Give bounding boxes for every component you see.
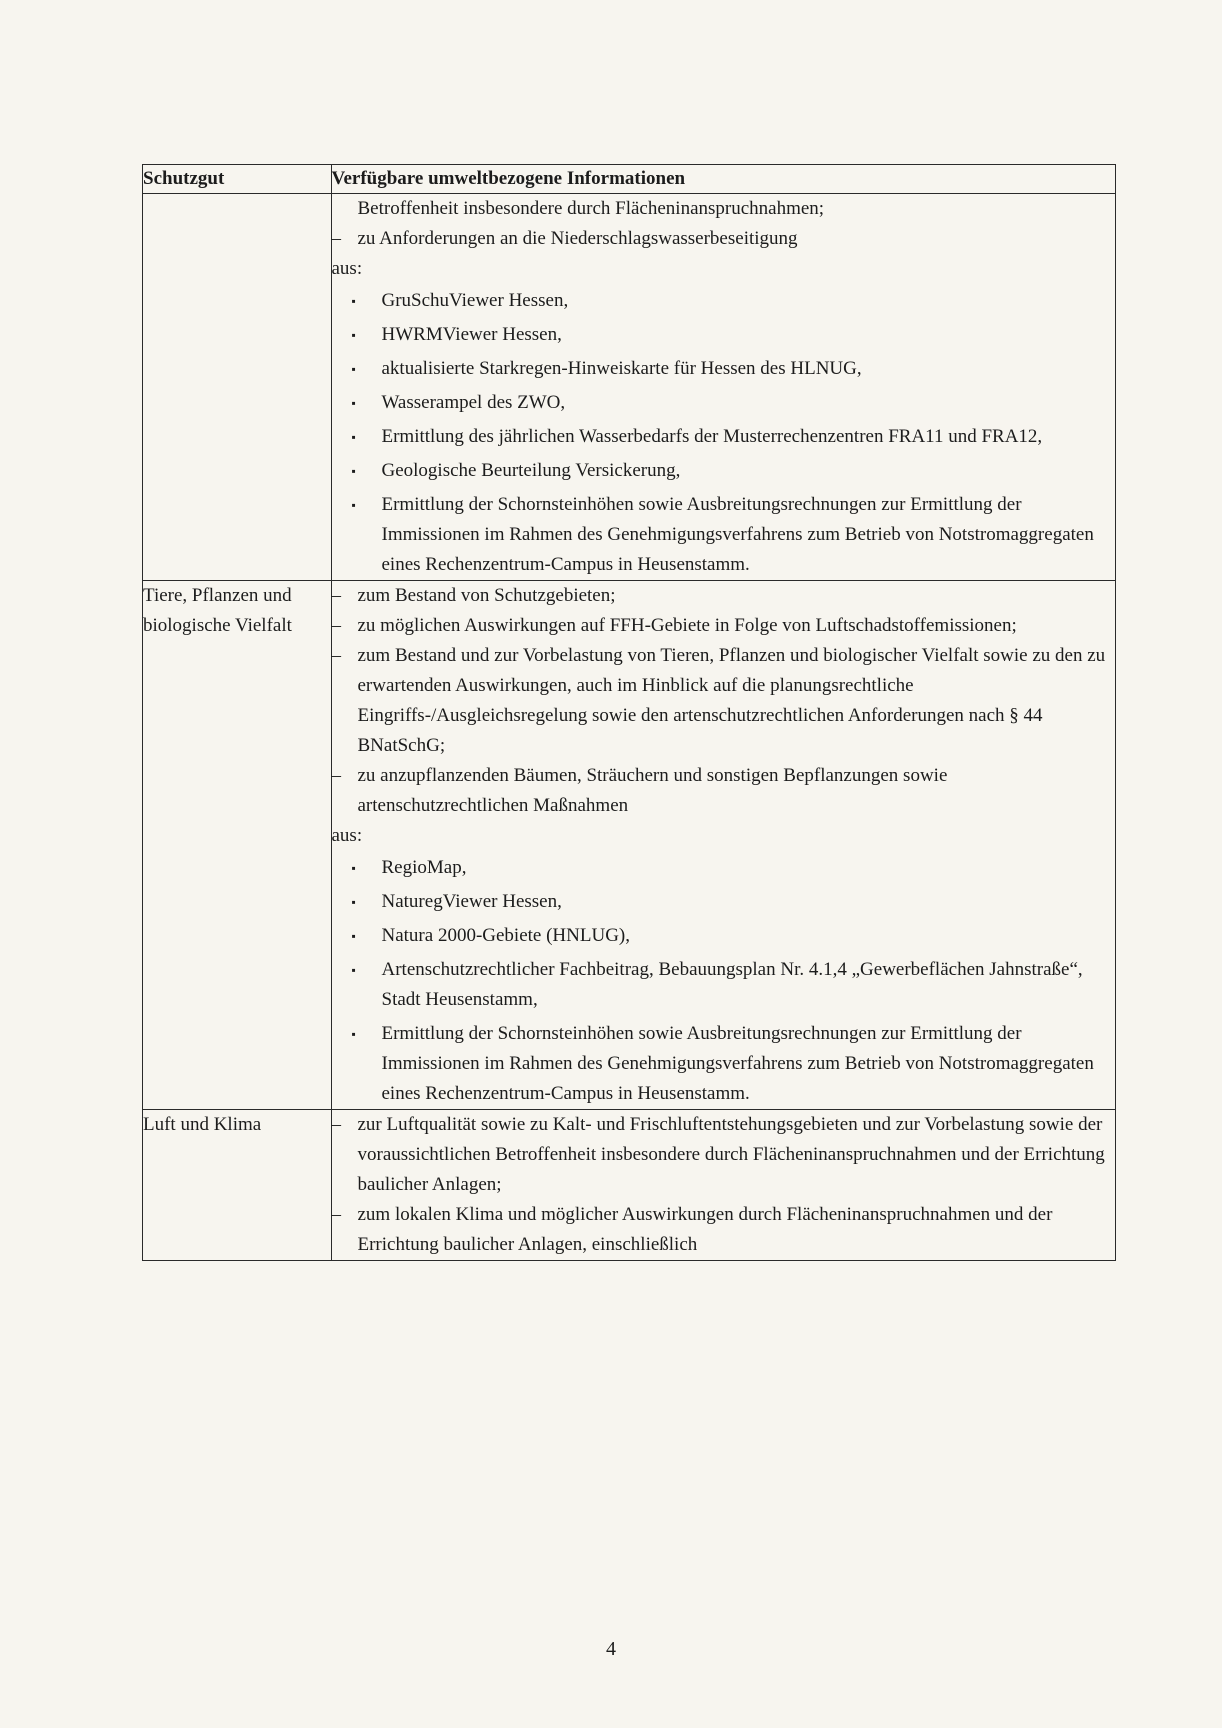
list-item — [332, 955, 1116, 1015]
list-item — [332, 853, 1116, 883]
dash-item — [332, 761, 1116, 821]
dash-marker: – — [331, 645, 341, 666]
list-item — [332, 921, 1116, 951]
list-item — [332, 286, 1116, 316]
bullet-marker: ▪ — [351, 498, 356, 512]
list-item-text: Geologische Beurteilung Versickerung, — [381, 460, 681, 481]
row-content — [331, 1110, 1116, 1261]
dash-item — [332, 641, 1116, 761]
aus-label: aus: — [331, 825, 363, 846]
header-schutzgut: Schutzgut — [143, 165, 332, 194]
list-item — [332, 456, 1116, 486]
list-item-text: Ermittlung der Schornsteinhöhen sowie Ausbreitungsrechnungen zur Ermittlung der Immissionen im Rahmen des Genehmigungsverfahrens zum Betrieb von Notstromaggregaten eines Rechenzentrum-Campus in Heusenstamm. — [381, 1023, 1094, 1104]
bullet-marker: ▪ — [351, 1027, 356, 1041]
dash-marker: – — [331, 765, 341, 786]
bullet-marker: ▪ — [351, 328, 356, 342]
dash-item — [332, 581, 1116, 611]
row-content — [331, 194, 1116, 581]
dash-text: zum Bestand und zur Vorbelastung von Tieren, Pflanzen und biologischer Vielfalt sowie zu den zu erwartenden Auswirkungen, auch im Hinblick auf die planungsrechtliche Eingriffs-/Ausgleichsregelung sowie den artenschutzrechtlichen Anforderungen nach § 44 BNatSchG; — [357, 645, 1106, 756]
dash-text: zu anzupflanzenden Bäumen, Sträuchern und sonstigen Bepflanzungen sowie artenschutzrechtlichen Maßnahmen — [357, 765, 948, 816]
dash-text: zum Bestand von Schutzgebieten; — [357, 585, 616, 606]
continued-text: Betroffenheit insbesondere durch Flächeninanspruchnahmen; — [357, 198, 825, 219]
list-item-text: GruSchuViewer Hessen, — [381, 290, 569, 311]
bullet-marker: ▪ — [351, 362, 356, 376]
list-item-text: aktualisierte Starkregen-Hinweiskarte für Hessen des HLNUG, — [381, 358, 862, 379]
list-item — [332, 422, 1116, 452]
list-item-text: NaturegViewer Hessen, — [381, 891, 562, 912]
table-header-row — [143, 165, 1116, 194]
dash-item — [332, 1110, 1116, 1200]
page-number: 4 — [606, 1638, 616, 1660]
bullet-marker: ▪ — [351, 929, 356, 943]
list-item — [332, 388, 1116, 418]
aus-label: aus: — [331, 258, 363, 279]
row-key: Luft und Klima — [143, 1110, 332, 1261]
table-row — [143, 581, 1116, 1110]
list-item — [332, 490, 1116, 580]
dash-item — [332, 611, 1116, 641]
dash-item — [332, 224, 1116, 254]
list-item-text: HWRMViewer Hessen, — [381, 324, 562, 345]
dash-text: zur Luftqualität sowie zu Kalt- und Frischluftentstehungsgebieten und zur Vorbelastung sowie der voraussichtlichen Betroffenheit insbesondere durch Flächeninanspruchnahmen und der Errichtung baulicher Anlagen; — [357, 1114, 1105, 1195]
list-item — [332, 1019, 1116, 1109]
list-item-text: Wasserampel des ZWO, — [381, 392, 566, 413]
source-list — [332, 286, 1116, 580]
dash-text: zu möglichen Auswirkungen auf FFH-Gebiete in Folge von Luftschadstoffemissionen; — [357, 615, 1017, 636]
environment-info-table — [142, 164, 1116, 1261]
dash-marker: – — [331, 1114, 341, 1135]
dash-item — [332, 1200, 1116, 1260]
bullet-marker: ▪ — [351, 963, 356, 977]
table-row — [143, 1110, 1116, 1261]
table-row — [143, 194, 1116, 581]
source-list — [332, 853, 1116, 1109]
list-item-text: Ermittlung der Schornsteinhöhen sowie Ausbreitungsrechnungen zur Ermittlung der Immissionen im Rahmen des Genehmigungsverfahrens zum Betrieb von Notstromaggregaten eines Rechenzentrum-Campus in Heusenstamm. — [381, 494, 1094, 575]
list-item — [332, 320, 1116, 350]
list-item-text: Ermittlung des jährlichen Wasserbedarfs der Musterrechenzentren FRA11 und FRA12, — [381, 426, 1043, 447]
dash-marker: – — [331, 615, 341, 636]
list-item — [332, 887, 1116, 917]
bullet-marker: ▪ — [351, 861, 356, 875]
list-item-text: RegioMap, — [381, 857, 467, 878]
bullet-marker: ▪ — [351, 895, 356, 909]
dash-text: zu Anforderungen an die Niederschlagswasserbeseitigung — [357, 228, 798, 249]
dash-marker: – — [331, 228, 341, 249]
list-item-text: Artenschutzrechtlicher Fachbeitrag, Bebauungsplan Nr. 4.1,4 „Gewerbeflächen Jahnstraße“, Stadt Heusenstamm, — [381, 959, 1083, 1010]
bullet-marker: ▪ — [351, 430, 356, 444]
dash-marker: – — [331, 585, 341, 606]
bullet-marker: ▪ — [351, 464, 356, 478]
dash-text: zum lokalen Klima und möglicher Auswirkungen durch Flächeninanspruchnahmen und der Errichtung baulicher Anlagen, einschließlich — [357, 1204, 1053, 1255]
bullet-marker: ▪ — [351, 396, 356, 410]
list-item — [332, 354, 1116, 384]
dash-marker: – — [331, 1204, 341, 1225]
bullet-marker: ▪ — [351, 294, 356, 308]
row-key — [143, 194, 332, 581]
row-key: Tiere, Pflanzen und biologische Vielfalt — [143, 581, 332, 1110]
header-information: Verfügbare umweltbezogene Informationen — [331, 165, 1116, 194]
row-content — [331, 581, 1116, 1110]
list-item-text: Natura 2000-Gebiete (HNLUG), — [381, 925, 630, 946]
